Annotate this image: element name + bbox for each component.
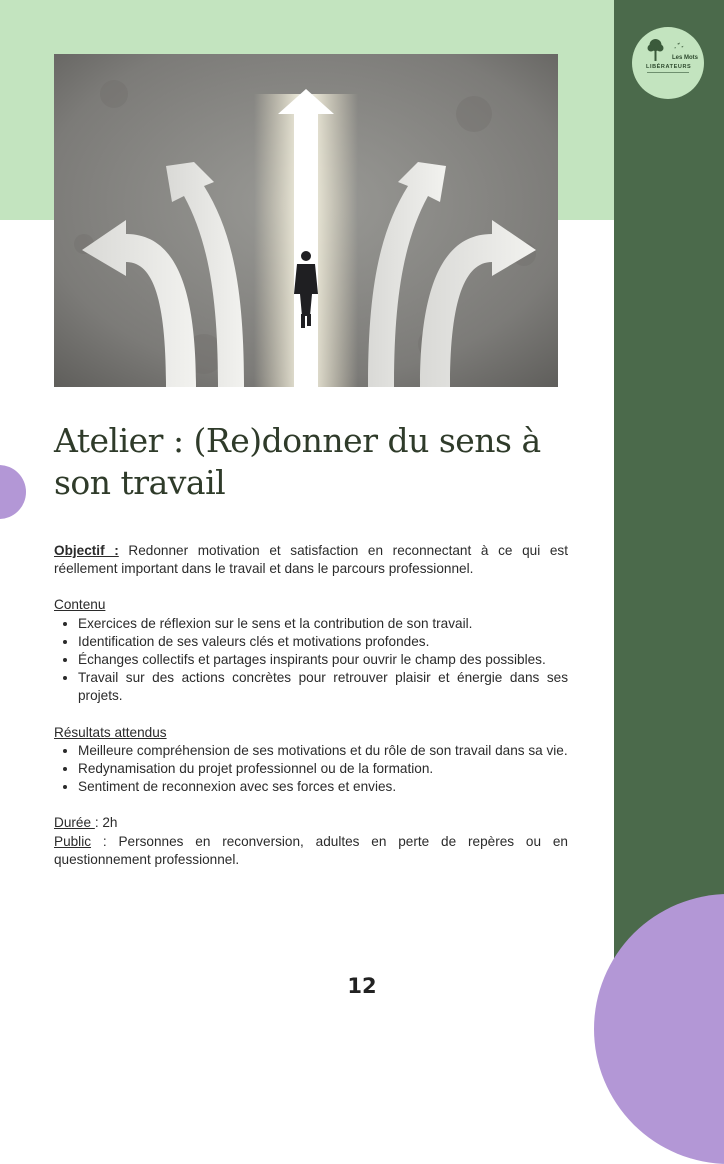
left-purple-circle — [0, 465, 26, 519]
page-title: Atelier : (Re)donner du sens à son travail — [54, 421, 541, 502]
list-item: • Échanges collectifs et partages inspirants pour ouvrir le champ des possibles. — [78, 651, 568, 669]
list-item: • Exercices de réflexion sur le sens et la contribution de son travail. — [78, 615, 568, 633]
objectif-label: Objectif : — [54, 543, 119, 558]
arrows-businessman-illustration — [54, 54, 558, 387]
infos-section — [54, 814, 568, 869]
objectif-paragraph — [54, 542, 568, 578]
hero-image — [54, 54, 558, 387]
page-number: 12 — [347, 974, 377, 998]
list-item: • Sentiment de reconnexion avec ses forces et envies. — [78, 778, 568, 796]
list-item: • Meilleure compréhension de ses motivations et du rôle de son travail dans sa vie. — [78, 742, 568, 760]
public-value: : Personnes en reconversion, adultes en perte de repères ou en questionnement professionnel. — [54, 833, 568, 867]
logo-underline — [647, 72, 689, 73]
resultats-section — [54, 724, 568, 797]
resultats-heading: Résultats attendus — [54, 724, 167, 740]
logo-text-main: LIBÉRATEURS — [646, 64, 692, 70]
contenu-section — [54, 596, 568, 705]
list-item: • Travail sur des actions concrètes pour retrouver plaisir et énergie dans ses projets. — [78, 669, 568, 705]
workshop-description — [54, 542, 568, 869]
public-label: Public — [54, 833, 92, 849]
list-item: • Redynamisation du projet professionnel ou de la formation. — [78, 760, 568, 778]
contenu-heading: Contenu — [54, 597, 106, 613]
right-dark-green-band — [614, 0, 724, 1024]
logo-text-top: Les Mots — [672, 55, 699, 61]
list-item: • Identification de ses valeurs clés et motivations profondes. — [78, 633, 568, 651]
brand-logo — [632, 27, 704, 99]
tree-logo-icon — [632, 27, 704, 99]
duree-label: Durée — [54, 815, 95, 831]
duree-line — [54, 814, 568, 832]
public-line — [54, 833, 568, 869]
contenu-list — [54, 615, 568, 706]
resultats-list — [54, 742, 568, 797]
objectif-text: Redonner motivation et satisfaction en reconnectant à ce qui est réellement important dans le travail et dans le parcours professionnel. — [54, 543, 568, 577]
duree-value: : 2h — [94, 815, 118, 831]
